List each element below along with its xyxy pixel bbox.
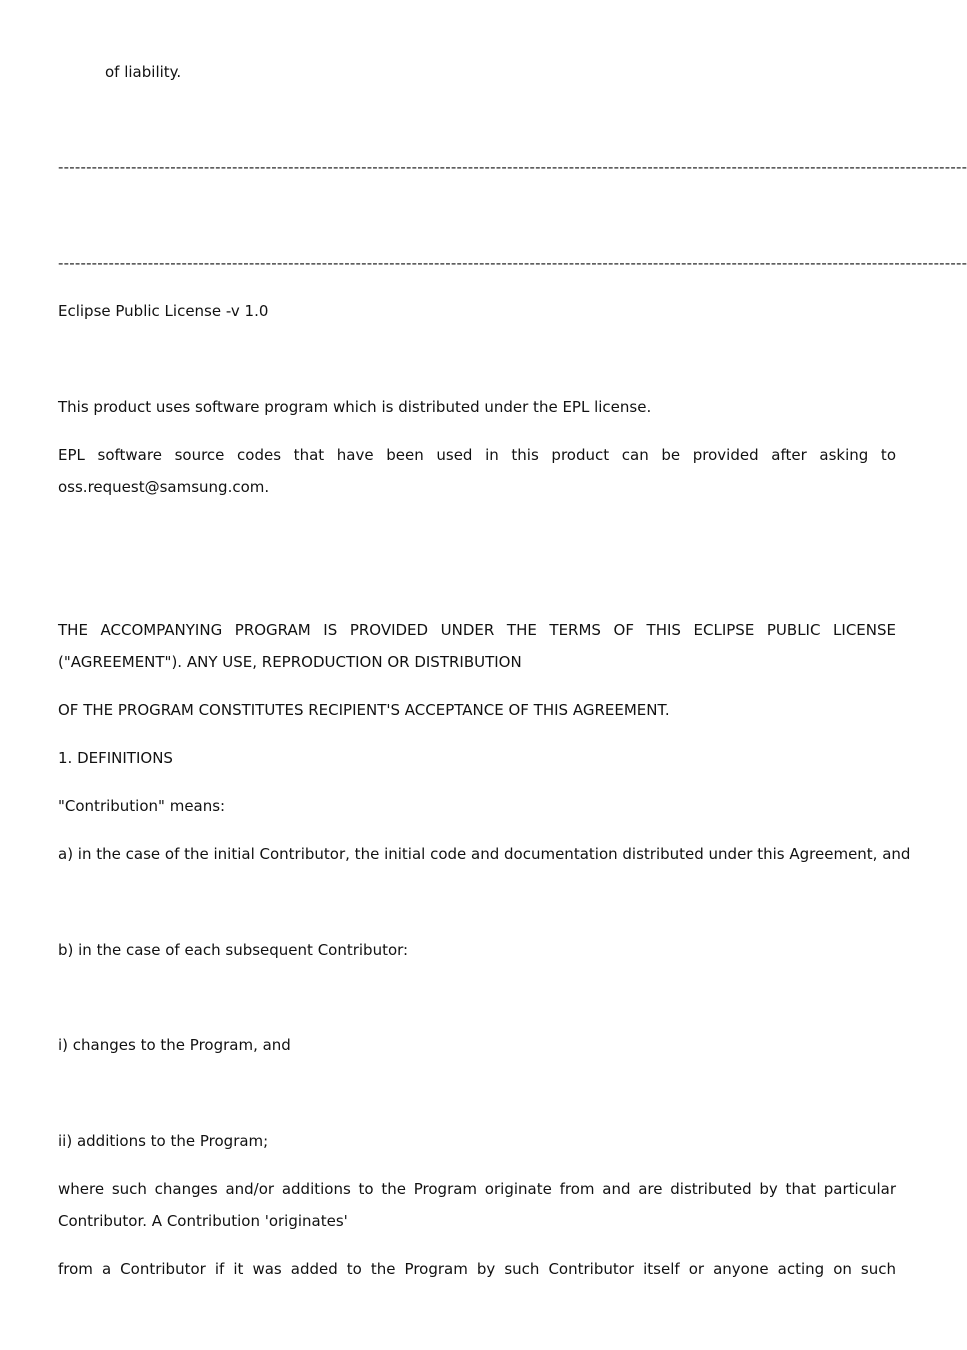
section-heading-definitions: 1. DEFINITIONS	[58, 749, 173, 767]
source-request-email: oss.request@samsung.com.	[58, 478, 270, 496]
definition-item-a: a) in the case of the initial Contributor, the initial code and documentation distributed under this Agreement, and	[58, 845, 911, 863]
license-title: Eclipse Public License -v 1.0	[58, 302, 269, 320]
epl-notice: This product uses software program which is distributed under the EPL license.	[58, 398, 652, 416]
definition-item-b: b) in the case of each subsequent Contributor:	[58, 941, 409, 959]
origination-paragraph-line: from a Contributor if it was added to the Program by such Contributor itself or anyone acting on such	[58, 1260, 896, 1278]
separator-line: ------------------------------------------------------------------------------------------------------------------------------------------------------------------	[58, 254, 967, 272]
terms-paragraph-line: THE ACCOMPANYING PROGRAM IS PROVIDED UNDER THE TERMS OF THIS ECLIPSE PUBLIC LICENSE	[58, 621, 896, 639]
definition-item-ii: ii) additions to the Program;	[58, 1132, 269, 1150]
contribution-definition: "Contribution" means:	[58, 797, 226, 815]
separator-line: ------------------------------------------------------------------------------------------------------------------------------------------------------------------	[58, 158, 967, 176]
terms-acceptance: OF THE PROGRAM CONSTITUTES RECIPIENT'S ACCEPTANCE OF THIS AGREEMENT.	[58, 701, 670, 719]
origination-paragraph-line: where such changes and/or additions to the Program originate from and are distributed by that particular	[58, 1180, 896, 1198]
definition-item-i: i) changes to the Program, and	[58, 1036, 291, 1054]
terms-paragraph-line: ("AGREEMENT"). ANY USE, REPRODUCTION OR DISTRIBUTION	[58, 653, 522, 671]
liability-continuation: of liability.	[105, 63, 182, 81]
origination-paragraph-line: Contributor. A Contribution 'originates'	[58, 1212, 348, 1230]
source-request-notice: EPL software source codes that have been used in this product can be provided after asking to	[58, 446, 896, 464]
